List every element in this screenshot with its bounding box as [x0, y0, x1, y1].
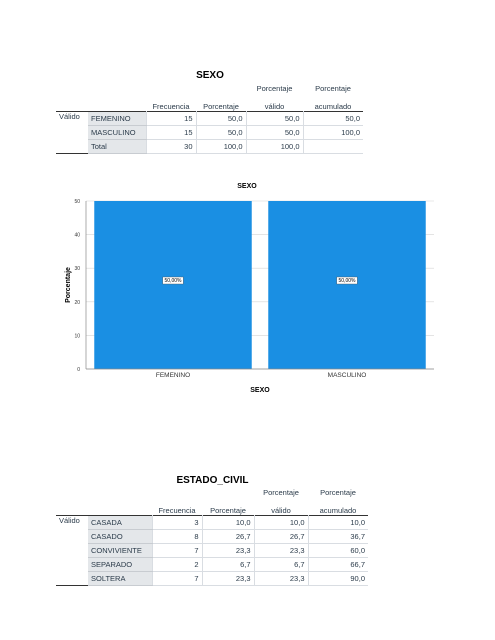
y-tick-label: 10	[74, 333, 80, 340]
cell-valido: 50,0	[246, 112, 303, 126]
y-tick-label: 50	[74, 199, 80, 205]
cell-frecuencia: 15	[146, 126, 196, 140]
estado-civil-frequency-table	[56, 488, 368, 586]
col-header-line: Porcentaje	[315, 84, 351, 93]
cell-acumulado	[303, 140, 363, 154]
cell-porcentaje: 23,3	[202, 572, 254, 586]
cell-porcentaje: 10,0	[202, 516, 254, 530]
cell-valido: 23,3	[254, 572, 308, 586]
cell-acumulado: 10,0	[308, 516, 368, 530]
col-header-frecuencia: Frecuencia	[152, 102, 190, 111]
row-label: SEPARADO	[88, 558, 152, 572]
sexo-bar-chart	[56, 178, 446, 398]
col-header-line: acumulado	[319, 506, 357, 515]
data-label: 50,00%	[338, 278, 356, 284]
y-tick-label: 40	[74, 232, 80, 239]
col-header-line: Porcentaje	[320, 488, 356, 497]
col-header-porcentaje-acumulado	[308, 488, 368, 516]
y-tick-label: 30	[74, 266, 80, 273]
row-label: MASCULINO	[88, 126, 146, 140]
cell-valido: 100,0	[246, 140, 303, 154]
cell-frecuencia: 8	[152, 530, 202, 544]
cell-acumulado: 36,7	[308, 530, 368, 544]
col-header-porcentaje: Porcentaje	[210, 506, 246, 515]
chart-title: SEXO	[237, 183, 257, 190]
cell-porcentaje: 26,7	[202, 530, 254, 544]
y-tick-label: 20	[74, 299, 80, 306]
cell-frecuencia: 7	[152, 572, 202, 586]
y-tick-label: 0	[77, 367, 80, 373]
cell-valido: 6,7	[254, 558, 308, 572]
cell-valido: 50,0	[246, 126, 303, 140]
cell-porcentaje: 50,0	[196, 112, 246, 126]
table-row	[56, 126, 363, 140]
col-header-line: acumulado	[314, 102, 352, 111]
group-label: Válido	[56, 112, 88, 154]
cell-valido: 10,0	[254, 516, 308, 530]
table-row	[56, 572, 368, 586]
table-row	[56, 516, 368, 530]
cell-frecuencia: 2	[152, 558, 202, 572]
col-header-porcentaje-acumulado	[303, 84, 363, 112]
bar	[268, 201, 425, 369]
sexo-frequency-table	[56, 84, 363, 154]
cell-porcentaje: 6,7	[202, 558, 254, 572]
data-label: 50,00%	[164, 278, 182, 284]
sexo-table-title: SEXO	[196, 70, 224, 81]
cell-acumulado: 66,7	[308, 558, 368, 572]
cell-frecuencia: 3	[152, 516, 202, 530]
civil-table-title: ESTADO_CIVIL	[176, 475, 249, 486]
cell-acumulado: 60,0	[308, 544, 368, 558]
row-label: CASADO	[88, 530, 152, 544]
cell-acumulado: 50,0	[303, 112, 363, 126]
table-row	[56, 544, 368, 558]
col-header-line: Porcentaje	[263, 488, 299, 497]
cell-porcentaje: 100,0	[196, 140, 246, 154]
col-header-porcentaje-valido	[254, 488, 308, 516]
x-tick-label: FEMENINO	[155, 372, 191, 379]
cell-frecuencia: 30	[146, 140, 196, 154]
cell-valido: 26,7	[254, 530, 308, 544]
col-header-line: válido	[271, 506, 291, 515]
col-header-frecuencia: Frecuencia	[158, 506, 196, 515]
col-header-porcentaje: Porcentaje	[203, 102, 239, 111]
bar	[94, 201, 251, 369]
table-row	[56, 558, 368, 572]
cell-porcentaje: 50,0	[196, 126, 246, 140]
y-axis-label: Porcentaje	[65, 267, 72, 303]
cell-valido: 23,3	[254, 544, 308, 558]
cell-frecuencia: 15	[146, 112, 196, 126]
x-axis-label: SEXO	[250, 387, 270, 394]
row-label: SOLTERA	[88, 572, 152, 586]
chart-y-ticks	[74, 199, 80, 373]
x-tick-label: MASCULINO	[327, 372, 367, 379]
cell-acumulado: 90,0	[308, 572, 368, 586]
chart-x-ticks	[156, 372, 366, 379]
row-label: CASADA	[88, 516, 152, 530]
table-row	[56, 530, 368, 544]
row-label: Total	[88, 140, 146, 154]
group-label: Válido	[56, 516, 88, 586]
table-row	[56, 112, 363, 126]
chart-bars	[94, 201, 425, 369]
col-header-line: Porcentaje	[256, 84, 293, 93]
row-label: FEMENINO	[88, 112, 146, 126]
col-header-line: válido	[264, 102, 285, 111]
col-header-porcentaje-valido	[246, 84, 303, 112]
table-row	[56, 140, 363, 154]
row-label: CONVIVIENTE	[88, 544, 152, 558]
cell-porcentaje: 23,3	[202, 544, 254, 558]
cell-frecuencia: 7	[152, 544, 202, 558]
cell-acumulado: 100,0	[303, 126, 363, 140]
